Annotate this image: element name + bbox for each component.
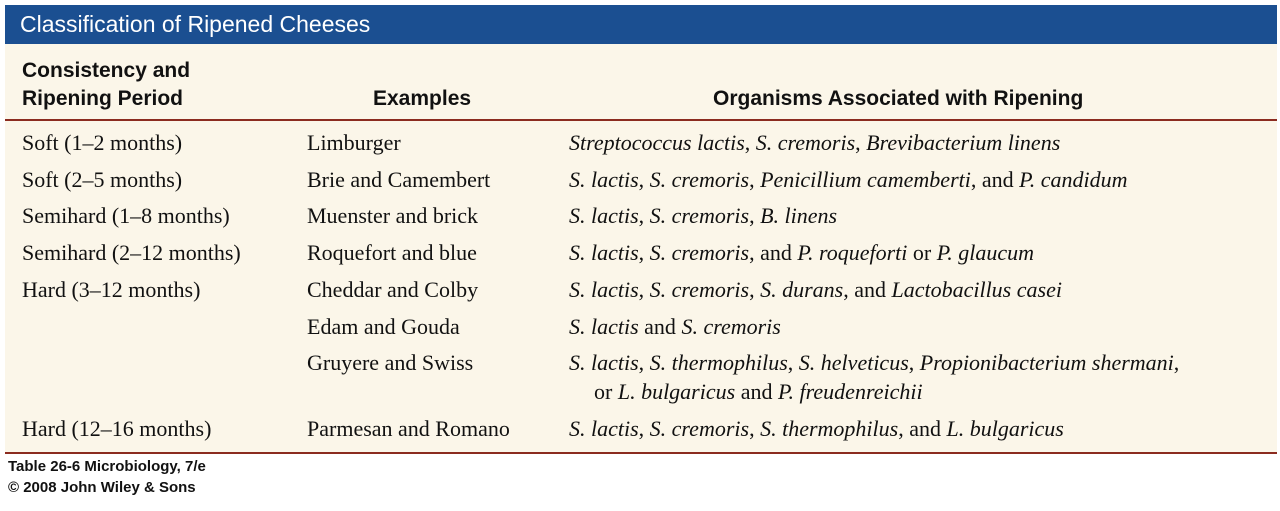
consistency-cell: Soft (1–2 months) xyxy=(22,130,183,155)
example-cell: Brie and Camembert xyxy=(307,167,491,192)
example-cell: Roquefort and blue xyxy=(307,240,477,265)
organism-connector: , xyxy=(1173,350,1180,375)
organism-name: S. lactis xyxy=(569,350,639,375)
organism-name: P. candidum xyxy=(1019,167,1128,192)
source-credit xyxy=(8,456,206,498)
organism-name: Brevibacterium linens xyxy=(866,130,1061,155)
table-title-bar xyxy=(5,5,1277,44)
organism-connector: , xyxy=(908,350,920,375)
organism-connector: and xyxy=(638,314,682,339)
organism-connector: or xyxy=(594,379,618,404)
header-consistency-line1: Consistency and xyxy=(22,59,191,82)
example-cell: Limburger xyxy=(307,130,401,155)
header-consistency-line2: Ripening Period xyxy=(22,87,184,110)
consistency-cell: Hard (12–16 months) xyxy=(22,416,212,441)
organism-connector: , xyxy=(787,350,799,375)
organisms-cell xyxy=(569,415,1064,443)
organism-connector: , xyxy=(638,277,650,302)
organism-connector: , xyxy=(638,350,650,375)
organism-connector: , xyxy=(744,130,756,155)
example-cell: Cheddar and Colby xyxy=(307,277,479,302)
header-organisms: Organisms Associated with Ripening xyxy=(713,87,1084,110)
organism-name: Lactobacillus casei xyxy=(891,277,1062,302)
organism-connector: , and xyxy=(749,240,798,265)
organism-name: S. lactis xyxy=(569,240,639,265)
organism-connector: , xyxy=(749,416,761,441)
consistency-cell: Soft (2–5 months) xyxy=(22,167,183,192)
organism-name: S. thermophilus xyxy=(649,350,788,375)
example-cell: Edam and Gouda xyxy=(307,314,460,339)
credit-line-2: © 2008 John Wiley & Sons xyxy=(8,479,196,496)
organism-name: B. linens xyxy=(760,203,838,228)
organism-connector: , xyxy=(855,130,867,155)
organism-connector: , and xyxy=(970,167,1020,192)
organism-connector: , xyxy=(638,416,650,441)
organism-name: P. roqueforti xyxy=(797,240,908,265)
organism-name: S. cremoris xyxy=(755,130,856,155)
organism-name: S. helveticus xyxy=(798,350,909,375)
organism-name: S. thermophilus xyxy=(760,416,899,441)
organism-name: S. cremoris xyxy=(649,167,750,192)
organisms-cell xyxy=(569,313,781,341)
consistency-cell: Semihard (1–8 months) xyxy=(22,203,230,228)
organisms-cell xyxy=(569,276,1062,304)
organisms-cell xyxy=(569,239,1034,267)
organism-name: S. lactis xyxy=(569,416,639,441)
organisms-cell xyxy=(569,166,1128,194)
organism-connector: , xyxy=(638,167,650,192)
consistency-cell: Semihard (2–12 months) xyxy=(22,240,241,265)
table-title: Classification of Ripened Cheeses xyxy=(20,11,371,37)
organism-name: S. cremoris xyxy=(649,203,750,228)
organisms-cell xyxy=(569,349,1179,377)
header-rule xyxy=(5,119,1277,121)
consistency-cell: Hard (3–12 months) xyxy=(22,277,201,302)
organism-connector: or xyxy=(907,240,937,265)
bottom-rule xyxy=(5,452,1277,454)
organism-name: S. lactis xyxy=(569,167,639,192)
example-cell: Parmesan and Romano xyxy=(307,416,510,441)
organism-connector: , and xyxy=(898,416,947,441)
header-examples: Examples xyxy=(373,87,472,110)
organism-name: S. cremoris xyxy=(681,314,781,339)
header-consistency xyxy=(22,57,282,113)
organisms-cell-continued xyxy=(594,378,923,406)
example-cell: Gruyere and Swiss xyxy=(307,350,474,375)
organism-name: P. glaucum xyxy=(936,240,1035,265)
organism-connector: , xyxy=(749,203,761,228)
organism-connector: , and xyxy=(843,277,892,302)
credit-line-1: Table 26-6 Microbiology, 7/e xyxy=(8,458,206,475)
organism-connector: , xyxy=(638,240,650,265)
organisms-cell xyxy=(569,202,837,230)
organism-connector: and xyxy=(735,379,778,404)
organism-name: Penicillium camemberti xyxy=(760,167,971,192)
example-cell: Muenster and brick xyxy=(307,203,479,228)
organisms-cell xyxy=(569,129,1060,157)
organism-name: Propionibacterium shermani xyxy=(919,350,1174,375)
organism-name: L. bulgaricus xyxy=(946,416,1064,441)
organism-name: S. lactis xyxy=(569,314,639,339)
organism-name: Streptococcus lactis xyxy=(569,130,745,155)
organism-name: L. bulgaricus xyxy=(617,379,736,404)
organism-connector: , xyxy=(749,167,761,192)
organism-name: S. lactis xyxy=(569,277,639,302)
organism-connector: , xyxy=(749,277,761,302)
organism-name: P. freudenreichii xyxy=(777,379,923,404)
organism-name: S. cremoris xyxy=(649,240,750,265)
organism-name: S. durans xyxy=(760,277,844,302)
organism-name: S. cremoris xyxy=(649,277,750,302)
organism-name: S. cremoris xyxy=(649,416,750,441)
organism-name: S. lactis xyxy=(569,203,639,228)
organism-connector: , xyxy=(638,203,650,228)
